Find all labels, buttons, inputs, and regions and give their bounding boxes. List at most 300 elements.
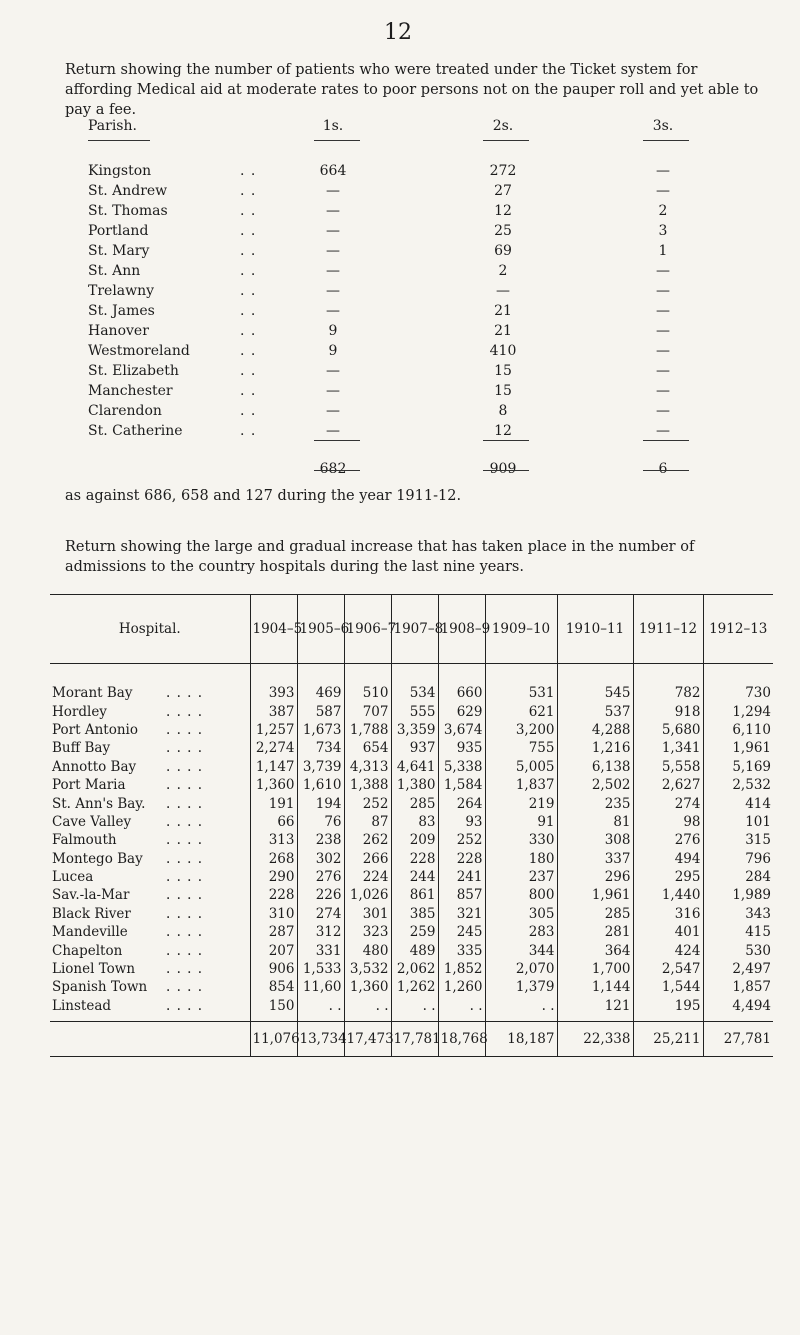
admissions-value: 283: [485, 923, 557, 941]
count-3s: —: [656, 163, 670, 179]
admissions-value: 313: [250, 831, 297, 849]
admissions-value: 1,260: [438, 978, 485, 996]
hospital-name-cell: [50, 776, 250, 794]
leader-dots: . .: [240, 183, 257, 199]
parish-name: Trelawny: [88, 283, 155, 299]
count-3s: —: [656, 403, 670, 419]
admissions-value: 315: [703, 831, 773, 849]
admissions-value: 906: [250, 960, 297, 978]
hospital-name: Port Antonio: [52, 721, 138, 738]
admissions-value: 545: [557, 684, 633, 702]
leader-dots: . . . .: [166, 997, 204, 1014]
count-2s: —: [496, 283, 510, 299]
admissions-value: 935: [438, 739, 485, 757]
admissions-value: 1,788: [344, 721, 391, 739]
parish-name: Westmoreland: [88, 343, 190, 359]
admissions-value: 387: [250, 702, 297, 720]
hospital-name: Chapelton: [52, 942, 123, 959]
rule-3s-total-bottom: [643, 470, 689, 471]
admissions-value: 194: [297, 794, 344, 812]
admissions-value: 76: [297, 813, 344, 831]
total-label-cell: [50, 1022, 250, 1057]
count-3s: 2: [658, 203, 668, 219]
admissions-value: 660: [438, 684, 485, 702]
hospital-name-cell: [50, 941, 250, 959]
admissions-value: 237: [485, 868, 557, 886]
admissions-value: 81: [557, 813, 633, 831]
admissions-value: 800: [485, 886, 557, 904]
admissions-value: 3,200: [485, 721, 557, 739]
admissions-value: 2,062: [391, 960, 438, 978]
leader-dots: . . . .: [166, 813, 204, 830]
parish-row: [88, 163, 728, 183]
hospital-row: [50, 702, 773, 720]
hospital-row: [50, 758, 773, 776]
leader-dots: . . . .: [166, 850, 204, 867]
parish-row: [88, 403, 728, 423]
admissions-value: 2,497: [703, 960, 773, 978]
admissions-value: 1,379: [485, 978, 557, 996]
admissions-value: 1,257: [250, 721, 297, 739]
admissions-value: 2,274: [250, 739, 297, 757]
total-2s: 909: [489, 461, 517, 477]
admissions-value: 264: [438, 794, 485, 812]
count-1s: —: [326, 403, 340, 419]
leader-dots: . . . .: [166, 942, 204, 959]
rule-2s: [483, 140, 529, 141]
header-2s: 2s.: [492, 118, 514, 134]
parish-row: [88, 303, 728, 323]
hospital-name-cell: [50, 702, 250, 720]
admissions-value: 385: [391, 905, 438, 923]
caption-hospital-admissions: Return showing the large and gradual increase that has taken place in the number of admissions to the country hospitals during the last nine years.: [65, 539, 695, 575]
parish-row: [88, 383, 728, 403]
rule-2s-total-top: [483, 440, 529, 441]
admissions-value: 4,288: [557, 721, 633, 739]
admissions-value: 287: [250, 923, 297, 941]
hospital-name: Morant Bay: [52, 685, 133, 702]
admissions-value: 238: [297, 831, 344, 849]
parish-row: [88, 363, 728, 383]
header-year: 1908–9: [438, 595, 485, 664]
admissions-value: 4,641: [391, 758, 438, 776]
hospital-name-cell: [50, 813, 250, 831]
count-1s: —: [326, 263, 340, 279]
leader-dots: . . . .: [166, 924, 204, 941]
admissions-value: 654: [344, 739, 391, 757]
rule-1s-total-bottom: [314, 470, 360, 471]
count-2s: 12: [494, 423, 512, 439]
count-2s: 8: [498, 403, 508, 419]
admissions-value: 2,502: [557, 776, 633, 794]
total-value: 17,473: [344, 1022, 391, 1057]
leader-dots: . .: [240, 363, 257, 379]
admissions-value: 1,440: [633, 886, 703, 904]
hospital-name: Black River: [52, 905, 131, 922]
hospital-name-cell: [50, 758, 250, 776]
leader-dots: . .: [240, 403, 257, 419]
hospital-row: [50, 794, 773, 812]
parish-name: St. James: [88, 303, 155, 319]
total-value: 11,076: [250, 1022, 297, 1057]
count-2s: 2: [498, 263, 508, 279]
parish-name: Manchester: [88, 383, 173, 399]
admissions-value: 150: [250, 997, 297, 1015]
admissions-value: 262: [344, 831, 391, 849]
admissions-value: 343: [703, 905, 773, 923]
admissions-value: 1,837: [485, 776, 557, 794]
header-year: 1912–13: [703, 595, 773, 664]
admissions-value: 226: [297, 886, 344, 904]
count-2s: 272: [489, 163, 517, 179]
admissions-value: 207: [250, 941, 297, 959]
leader-dots: . . . .: [166, 703, 204, 720]
hospital-row: [50, 886, 773, 904]
hospital-header-row: [50, 595, 773, 664]
header-hospital: Hospital.: [50, 595, 250, 664]
total-value: 17,781: [391, 1022, 438, 1057]
admissions-value: 1,216: [557, 739, 633, 757]
rule-3s-total-top: [643, 440, 689, 441]
hospital-row: [50, 850, 773, 868]
page-number: 12: [384, 20, 412, 45]
leader-dots: . . . .: [166, 795, 204, 812]
admissions-value: 2,070: [485, 960, 557, 978]
admissions-value: 276: [297, 868, 344, 886]
admissions-value: . .: [391, 997, 438, 1015]
count-1s: —: [326, 283, 340, 299]
admissions-value: 335: [438, 941, 485, 959]
admissions-value: 796: [703, 850, 773, 868]
admissions-value: 316: [633, 905, 703, 923]
total-value: 27,781: [703, 1022, 773, 1057]
admissions-value: 331: [297, 941, 344, 959]
admissions-value: 1,961: [703, 739, 773, 757]
parish-rows: [88, 163, 728, 481]
admissions-value: 2,532: [703, 776, 773, 794]
admissions-value: 310: [250, 905, 297, 923]
count-3s: —: [656, 343, 670, 359]
admissions-value: 3,532: [344, 960, 391, 978]
count-2s: 69: [494, 243, 512, 259]
count-2s: 12: [494, 203, 512, 219]
spacer-cell: [344, 664, 391, 685]
hospital-row: [50, 721, 773, 739]
admissions-value: 281: [557, 923, 633, 941]
rule-1s-total-top: [314, 440, 360, 441]
leader-dots: . . . .: [166, 685, 204, 702]
admissions-value: 252: [438, 831, 485, 849]
count-2s: 15: [494, 363, 512, 379]
admissions-value: 494: [633, 850, 703, 868]
count-1s: 9: [328, 323, 338, 339]
admissions-value: 1,700: [557, 960, 633, 978]
admissions-value: 93: [438, 813, 485, 831]
header-1s: 1s.: [322, 118, 344, 134]
leader-dots: . .: [240, 243, 257, 259]
leader-dots: . . . .: [166, 740, 204, 757]
leader-dots: . . . .: [166, 758, 204, 775]
admissions-value: 1,533: [297, 960, 344, 978]
admissions-value: 5,169: [703, 758, 773, 776]
admissions-value: 5,005: [485, 758, 557, 776]
admissions-value: 489: [391, 941, 438, 959]
admissions-value: 1,144: [557, 978, 633, 996]
admissions-value: 337: [557, 850, 633, 868]
admissions-value: 285: [391, 794, 438, 812]
header-parish: Parish.: [88, 118, 137, 134]
hospital-name-cell: [50, 831, 250, 849]
admissions-value: 344: [485, 941, 557, 959]
admissions-value: 531: [485, 684, 557, 702]
hospital-name: Cave Valley: [52, 813, 132, 830]
total-1s: 682: [319, 461, 347, 477]
rule-1s: [314, 140, 360, 141]
header-year: 1910–11: [557, 595, 633, 664]
admissions-value: 180: [485, 850, 557, 868]
admissions-value: . .: [438, 997, 485, 1015]
count-1s: —: [326, 423, 340, 439]
admissions-value: 285: [557, 905, 633, 923]
admissions-value: 937: [391, 739, 438, 757]
count-3s: —: [656, 383, 670, 399]
hospital-row: [50, 997, 773, 1015]
admissions-value: 1,584: [438, 776, 485, 794]
admissions-value: 245: [438, 923, 485, 941]
hospital-name: Montego Bay: [52, 850, 143, 867]
leader-dots: . . . .: [166, 961, 204, 978]
header-year: 1909–10: [485, 595, 557, 664]
hospital-name: Linstead: [52, 997, 112, 1014]
hospital-name-cell: [50, 960, 250, 978]
hospital-name-cell: [50, 868, 250, 886]
admissions-value: 537: [557, 702, 633, 720]
count-3s: —: [656, 183, 670, 199]
hospital-name-cell: [50, 721, 250, 739]
count-3s: —: [656, 323, 670, 339]
admissions-value: 274: [633, 794, 703, 812]
leader-dots: . .: [240, 323, 257, 339]
admissions-value: 290: [250, 868, 297, 886]
admissions-value: 1,360: [344, 978, 391, 996]
parish-row: [88, 323, 728, 343]
admissions-value: 98: [633, 813, 703, 831]
parish-name: St. Ann: [88, 263, 141, 279]
admissions-value: 305: [485, 905, 557, 923]
parish-name: Kingston: [88, 163, 152, 179]
count-2s: 21: [494, 303, 512, 319]
hospital-name: Port Maria: [52, 777, 126, 794]
count-2s: 15: [494, 383, 512, 399]
admissions-value: 555: [391, 702, 438, 720]
leader-dots: . .: [240, 423, 257, 439]
admissions-value: 228: [250, 886, 297, 904]
admissions-value: 66: [250, 813, 297, 831]
admissions-value: 415: [703, 923, 773, 941]
admissions-value: 587: [297, 702, 344, 720]
admissions-value: 244: [391, 868, 438, 886]
parish-name: St. Mary: [88, 243, 150, 259]
rule-2s-total-bottom: [483, 470, 529, 471]
admissions-value: 1,673: [297, 721, 344, 739]
admissions-value: 284: [703, 868, 773, 886]
admissions-value: 782: [633, 684, 703, 702]
count-3s: —: [656, 363, 670, 379]
admissions-value: 83: [391, 813, 438, 831]
admissions-value: 276: [633, 831, 703, 849]
parish-row: [88, 343, 728, 363]
rule-3s: [643, 140, 689, 141]
leader-dots: . .: [240, 203, 257, 219]
spacer-cell: [391, 664, 438, 685]
rule-parish: [88, 140, 150, 141]
count-2s: 25: [494, 223, 512, 239]
parish-row: [88, 243, 728, 263]
leader-dots: . .: [240, 303, 257, 319]
hospital-name: Lionel Town: [52, 961, 136, 978]
admissions-value: 323: [344, 923, 391, 941]
admissions-value: 266: [344, 850, 391, 868]
parish-name: St. Catherine: [88, 423, 183, 439]
spacer-cell: [633, 664, 703, 685]
leader-dots: . . . .: [166, 869, 204, 886]
total-value: 13,734: [297, 1022, 344, 1057]
total-value: 25,211: [633, 1022, 703, 1057]
count-1s: —: [326, 243, 340, 259]
admissions-value: 241: [438, 868, 485, 886]
admissions-value: 1,026: [344, 886, 391, 904]
admissions-value: 228: [438, 850, 485, 868]
admissions-value: 1,380: [391, 776, 438, 794]
admissions-value: 469: [297, 684, 344, 702]
admissions-value: 2,547: [633, 960, 703, 978]
admissions-value: 1,294: [703, 702, 773, 720]
comparison-note: as against 686, 658 and 127 during the year 1911-12.: [65, 488, 462, 504]
admissions-value: 235: [557, 794, 633, 812]
parish-row: [88, 283, 728, 303]
count-1s: —: [326, 303, 340, 319]
spacer-row: [50, 664, 773, 685]
admissions-value: 6,110: [703, 721, 773, 739]
admissions-value: 312: [297, 923, 344, 941]
admissions-value: 330: [485, 831, 557, 849]
leader-dots: . .: [240, 283, 257, 299]
admissions-value: 730: [703, 684, 773, 702]
hospital-name: Lucea: [52, 869, 94, 886]
count-1s: 664: [319, 163, 347, 179]
admissions-value: 3,359: [391, 721, 438, 739]
header-year: 1904–5: [250, 595, 297, 664]
hospital-name-cell: [50, 684, 250, 702]
parish-name: Clarendon: [88, 403, 162, 419]
admissions-value: 195: [633, 997, 703, 1015]
parish-row: [88, 263, 728, 283]
leader-dots: . .: [240, 343, 257, 359]
count-3s: 3: [658, 223, 668, 239]
spacer-cell: [438, 664, 485, 685]
hospital-name: Annotto Bay: [52, 758, 137, 775]
admissions-value: 191: [250, 794, 297, 812]
hospital-body: [50, 664, 773, 1057]
total-value: 18,768: [438, 1022, 485, 1057]
hospital-name-cell: [50, 739, 250, 757]
admissions-value: 401: [633, 923, 703, 941]
parish-row: [88, 423, 728, 443]
hospital-total-row: [50, 1022, 773, 1057]
spacer-cell: [50, 664, 250, 685]
hospital-name-cell: [50, 997, 250, 1015]
admissions-value: 1,610: [297, 776, 344, 794]
leader-dots: . . . .: [166, 979, 204, 996]
admissions-value: 1,147: [250, 758, 297, 776]
hospital-row: [50, 978, 773, 996]
admissions-value: 101: [703, 813, 773, 831]
admissions-value: 301: [344, 905, 391, 923]
admissions-value: 530: [703, 941, 773, 959]
hospital-table: [50, 594, 773, 1057]
header-year: 1907–8: [391, 595, 438, 664]
admissions-value: 918: [633, 702, 703, 720]
admissions-value: 3,739: [297, 758, 344, 776]
admissions-value: 1,360: [250, 776, 297, 794]
admissions-value: 854: [250, 978, 297, 996]
admissions-value: 1,388: [344, 776, 391, 794]
parish-total-row: [88, 461, 728, 481]
count-3s: —: [656, 303, 670, 319]
hospital-name-cell: [50, 850, 250, 868]
count-1s: 9: [328, 343, 338, 359]
admissions-value: 6,138: [557, 758, 633, 776]
parish-name: Portland: [88, 223, 149, 239]
admissions-value: 302: [297, 850, 344, 868]
hospital-name-cell: [50, 794, 250, 812]
count-2s: 27: [494, 183, 512, 199]
count-3s: —: [656, 423, 670, 439]
admissions-value: 219: [485, 794, 557, 812]
hospital-name: Spanish Town: [52, 979, 148, 996]
admissions-value: 209: [391, 831, 438, 849]
hospital-name: St. Ann's Bay.: [52, 795, 146, 812]
admissions-value: 224: [344, 868, 391, 886]
admissions-value: 228: [391, 850, 438, 868]
spacer-cell: [557, 664, 633, 685]
parish-name: Hanover: [88, 323, 149, 339]
hospital-name: Mandeville: [52, 924, 128, 941]
admissions-value: 861: [391, 886, 438, 904]
hospital-row: [50, 868, 773, 886]
admissions-value: 268: [250, 850, 297, 868]
admissions-value: 534: [391, 684, 438, 702]
admissions-value: 121: [557, 997, 633, 1015]
admissions-value: . .: [297, 997, 344, 1015]
count-1s: —: [326, 183, 340, 199]
count-3s: 1: [658, 243, 668, 259]
admissions-value: 857: [438, 886, 485, 904]
leader-dots: . . . .: [166, 905, 204, 922]
admissions-value: 252: [344, 794, 391, 812]
hospital-name-cell: [50, 905, 250, 923]
admissions-value: 707: [344, 702, 391, 720]
leader-dots: . . . .: [166, 887, 204, 904]
admissions-value: 629: [438, 702, 485, 720]
admissions-value: 1,341: [633, 739, 703, 757]
spacer-cell: [703, 664, 773, 685]
total-3s: 6: [658, 461, 668, 477]
count-3s: —: [656, 263, 670, 279]
count-2s: 21: [494, 323, 512, 339]
count-1s: —: [326, 363, 340, 379]
hospital-name: Buff Bay: [52, 740, 111, 757]
